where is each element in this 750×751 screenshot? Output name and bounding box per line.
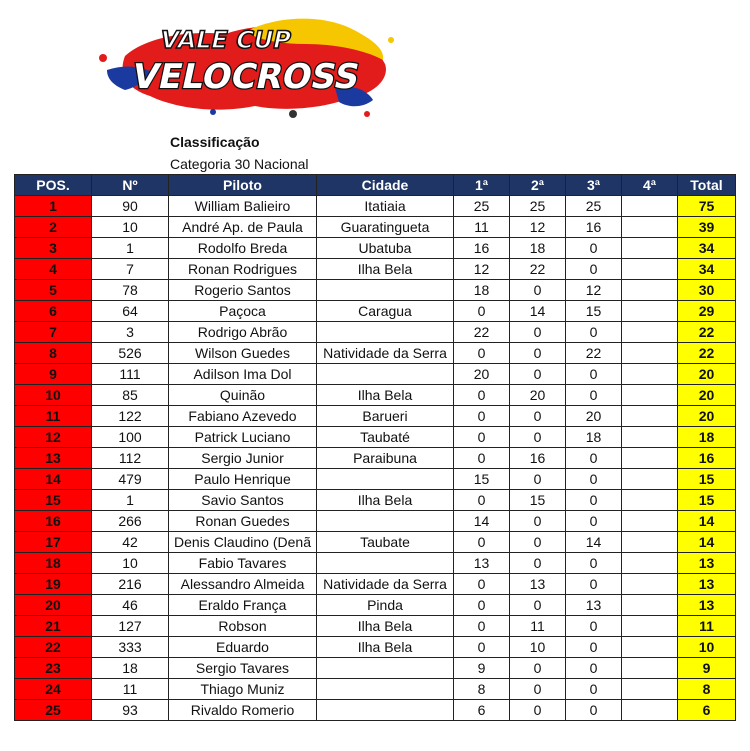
race-2-cell: 0	[510, 469, 566, 490]
pos-cell: 11	[15, 406, 92, 427]
pos-cell: 8	[15, 343, 92, 364]
piloto-cell: Robson	[169, 616, 317, 637]
race-3-cell: 0	[566, 616, 622, 637]
cidade-cell: Paraibuna	[317, 448, 454, 469]
number-cell: 479	[92, 469, 169, 490]
classification-table	[14, 174, 736, 721]
table-row	[15, 448, 736, 469]
table-row	[15, 595, 736, 616]
total-cell: 22	[678, 343, 736, 364]
number-cell: 18	[92, 658, 169, 679]
race-2-cell: 12	[510, 217, 566, 238]
race-2-cell: 14	[510, 301, 566, 322]
race-1-cell: 8	[454, 679, 510, 700]
race-2-cell: 0	[510, 343, 566, 364]
race-4-cell	[622, 469, 678, 490]
total-cell: 20	[678, 364, 736, 385]
pos-cell: 14	[15, 469, 92, 490]
race-2-cell: 0	[510, 406, 566, 427]
cidade-cell	[317, 322, 454, 343]
piloto-cell: Fabiano Azevedo	[169, 406, 317, 427]
pos-cell: 13	[15, 448, 92, 469]
header-pos: POS.	[15, 175, 92, 196]
total-cell: 13	[678, 574, 736, 595]
pos-cell: 18	[15, 553, 92, 574]
race-2-cell: 0	[510, 700, 566, 721]
total-cell: 13	[678, 553, 736, 574]
race-2-cell: 25	[510, 196, 566, 217]
race-4-cell	[622, 217, 678, 238]
race-2-cell: 13	[510, 574, 566, 595]
piloto-cell: Paulo Henrique	[169, 469, 317, 490]
race-1-cell: 16	[454, 238, 510, 259]
race-3-cell: 0	[566, 553, 622, 574]
race-3-cell: 0	[566, 322, 622, 343]
race-2-cell: 16	[510, 448, 566, 469]
total-cell: 15	[678, 469, 736, 490]
race-1-cell: 0	[454, 343, 510, 364]
number-cell: 85	[92, 385, 169, 406]
cidade-cell	[317, 511, 454, 532]
table-row	[15, 238, 736, 259]
race-4-cell	[622, 322, 678, 343]
race-3-cell: 20	[566, 406, 622, 427]
total-cell: 6	[678, 700, 736, 721]
race-3-cell: 0	[566, 574, 622, 595]
piloto-cell: Ronan Rodrigues	[169, 259, 317, 280]
number-cell: 10	[92, 217, 169, 238]
cidade-cell	[317, 553, 454, 574]
cidade-cell: Ilha Bela	[317, 385, 454, 406]
race-3-cell: 16	[566, 217, 622, 238]
number-cell: 93	[92, 700, 169, 721]
race-3-cell: 0	[566, 490, 622, 511]
pos-cell: 10	[15, 385, 92, 406]
table-row	[15, 196, 736, 217]
total-cell: 29	[678, 301, 736, 322]
cidade-cell: Ilha Bela	[317, 490, 454, 511]
total-cell: 9	[678, 658, 736, 679]
table-row	[15, 469, 736, 490]
piloto-cell: Rogerio Santos	[169, 280, 317, 301]
header-piloto: Piloto	[169, 175, 317, 196]
number-cell: 78	[92, 280, 169, 301]
race-1-cell: 11	[454, 217, 510, 238]
pos-cell: 21	[15, 616, 92, 637]
race-4-cell	[622, 301, 678, 322]
table-row	[15, 658, 736, 679]
table-row	[15, 532, 736, 553]
race-2-cell: 10	[510, 637, 566, 658]
piloto-cell: Rivaldo Romerio	[169, 700, 317, 721]
race-2-cell: 0	[510, 553, 566, 574]
total-cell: 14	[678, 532, 736, 553]
race-4-cell	[622, 196, 678, 217]
number-cell: 266	[92, 511, 169, 532]
cidade-cell: Itatiaia	[317, 196, 454, 217]
header-race-3: 3ª	[566, 175, 622, 196]
race-2-cell: 0	[510, 427, 566, 448]
number-cell: 122	[92, 406, 169, 427]
race-3-cell: 25	[566, 196, 622, 217]
pos-cell: 2	[15, 217, 92, 238]
race-4-cell	[622, 427, 678, 448]
piloto-cell: Wilson Guedes	[169, 343, 317, 364]
table-row	[15, 259, 736, 280]
total-cell: 30	[678, 280, 736, 301]
table-row	[15, 553, 736, 574]
header-race-2: 2ª	[510, 175, 566, 196]
header-race-1: 1ª	[454, 175, 510, 196]
piloto-cell: Denis Claudino (Denã	[169, 532, 317, 553]
race-2-cell: 11	[510, 616, 566, 637]
cidade-cell	[317, 658, 454, 679]
race-3-cell: 0	[566, 238, 622, 259]
race-1-cell: 14	[454, 511, 510, 532]
race-2-cell: 0	[510, 364, 566, 385]
cidade-cell: Pinda	[317, 595, 454, 616]
table-row	[15, 406, 736, 427]
logo-line1: VALE CUP	[157, 25, 294, 54]
total-cell: 10	[678, 637, 736, 658]
table-row	[15, 700, 736, 721]
race-4-cell	[622, 595, 678, 616]
piloto-cell: Rodolfo Breda	[169, 238, 317, 259]
race-1-cell: 0	[454, 532, 510, 553]
table-row	[15, 574, 736, 595]
piloto-cell: Sergio Junior	[169, 448, 317, 469]
race-3-cell: 14	[566, 532, 622, 553]
pos-cell: 12	[15, 427, 92, 448]
piloto-cell: Quinão	[169, 385, 317, 406]
race-4-cell	[622, 574, 678, 595]
number-cell: 7	[92, 259, 169, 280]
piloto-cell: Alessandro Almeida	[169, 574, 317, 595]
total-cell: 15	[678, 490, 736, 511]
cidade-cell	[317, 469, 454, 490]
number-cell: 111	[92, 364, 169, 385]
piloto-cell: Sergio Tavares	[169, 658, 317, 679]
race-4-cell	[622, 679, 678, 700]
cidade-cell	[317, 679, 454, 700]
table-row	[15, 301, 736, 322]
number-cell: 46	[92, 595, 169, 616]
cidade-cell: Barueri	[317, 406, 454, 427]
piloto-cell: Ronan Guedes	[169, 511, 317, 532]
table-row	[15, 490, 736, 511]
race-1-cell: 25	[454, 196, 510, 217]
race-3-cell: 12	[566, 280, 622, 301]
race-4-cell	[622, 259, 678, 280]
number-cell: 3	[92, 322, 169, 343]
race-3-cell: 0	[566, 658, 622, 679]
pos-cell: 15	[15, 490, 92, 511]
number-cell: 90	[92, 196, 169, 217]
race-1-cell: 0	[454, 385, 510, 406]
race-3-cell: 0	[566, 448, 622, 469]
pos-cell: 17	[15, 532, 92, 553]
race-1-cell: 0	[454, 301, 510, 322]
total-cell: 20	[678, 406, 736, 427]
race-4-cell	[622, 553, 678, 574]
number-cell: 100	[92, 427, 169, 448]
table-row	[15, 511, 736, 532]
piloto-cell: Eraldo França	[169, 595, 317, 616]
race-4-cell	[622, 700, 678, 721]
race-1-cell: 0	[454, 637, 510, 658]
race-2-cell: 0	[510, 532, 566, 553]
race-3-cell: 15	[566, 301, 622, 322]
race-4-cell	[622, 406, 678, 427]
pos-cell: 20	[15, 595, 92, 616]
piloto-cell: Patrick Luciano	[169, 427, 317, 448]
piloto-cell: Eduardo	[169, 637, 317, 658]
table-row	[15, 280, 736, 301]
race-1-cell: 0	[454, 595, 510, 616]
number-cell: 64	[92, 301, 169, 322]
race-4-cell	[622, 385, 678, 406]
piloto-cell: William Balieiro	[169, 196, 317, 217]
race-2-cell: 22	[510, 259, 566, 280]
total-cell: 34	[678, 259, 736, 280]
number-cell: 333	[92, 637, 169, 658]
race-3-cell: 0	[566, 637, 622, 658]
number-cell: 10	[92, 553, 169, 574]
number-cell: 1	[92, 238, 169, 259]
logo-line2: VELOCROSS	[128, 57, 364, 97]
number-cell: 11	[92, 679, 169, 700]
header-total: Total	[678, 175, 736, 196]
race-4-cell	[622, 511, 678, 532]
pos-cell: 4	[15, 259, 92, 280]
race-4-cell	[622, 280, 678, 301]
number-cell: 127	[92, 616, 169, 637]
total-cell: 20	[678, 385, 736, 406]
cidade-cell: Taubate	[317, 532, 454, 553]
race-2-cell: 15	[510, 490, 566, 511]
cidade-cell: Guaratingueta	[317, 217, 454, 238]
table-row	[15, 364, 736, 385]
race-4-cell	[622, 532, 678, 553]
race-1-cell: 0	[454, 616, 510, 637]
cidade-cell	[317, 280, 454, 301]
cidade-cell	[317, 700, 454, 721]
race-1-cell: 0	[454, 406, 510, 427]
total-cell: 34	[678, 238, 736, 259]
header-number: Nº	[92, 175, 169, 196]
table-header-row	[15, 175, 736, 196]
race-3-cell: 18	[566, 427, 622, 448]
header-race-4: 4ª	[622, 175, 678, 196]
race-1-cell: 15	[454, 469, 510, 490]
cidade-cell: Natividade da Serra	[317, 574, 454, 595]
total-cell: 8	[678, 679, 736, 700]
table-row	[15, 343, 736, 364]
pos-cell: 22	[15, 637, 92, 658]
piloto-cell: Savio Santos	[169, 490, 317, 511]
number-cell: 112	[92, 448, 169, 469]
pos-cell: 6	[15, 301, 92, 322]
pos-cell: 1	[15, 196, 92, 217]
race-1-cell: 20	[454, 364, 510, 385]
race-4-cell	[622, 238, 678, 259]
race-1-cell: 0	[454, 490, 510, 511]
race-3-cell: 0	[566, 364, 622, 385]
piloto-cell: Fabio Tavares	[169, 553, 317, 574]
race-3-cell: 0	[566, 469, 622, 490]
cidade-cell: Ubatuba	[317, 238, 454, 259]
cidade-cell	[317, 364, 454, 385]
piloto-cell: Thiago Muniz	[169, 679, 317, 700]
table-row	[15, 427, 736, 448]
total-cell: 16	[678, 448, 736, 469]
pos-cell: 7	[15, 322, 92, 343]
race-1-cell: 22	[454, 322, 510, 343]
table-row	[15, 616, 736, 637]
table-row	[15, 385, 736, 406]
total-cell: 13	[678, 595, 736, 616]
race-2-cell: 0	[510, 511, 566, 532]
race-2-cell: 0	[510, 595, 566, 616]
race-1-cell: 6	[454, 700, 510, 721]
race-3-cell: 0	[566, 511, 622, 532]
pos-cell: 19	[15, 574, 92, 595]
table-row	[15, 217, 736, 238]
race-4-cell	[622, 616, 678, 637]
pos-cell: 5	[15, 280, 92, 301]
pos-cell: 3	[15, 238, 92, 259]
category-subtitle: Categoria 30 Nacional	[170, 156, 309, 172]
table-row	[15, 322, 736, 343]
race-3-cell: 22	[566, 343, 622, 364]
piloto-cell: Paçoca	[169, 301, 317, 322]
total-cell: 22	[678, 322, 736, 343]
race-1-cell: 0	[454, 448, 510, 469]
race-2-cell: 0	[510, 679, 566, 700]
cidade-cell: Ilha Bela	[317, 637, 454, 658]
race-2-cell: 20	[510, 385, 566, 406]
race-1-cell: 9	[454, 658, 510, 679]
total-cell: 75	[678, 196, 736, 217]
race-3-cell: 0	[566, 259, 622, 280]
piloto-cell: André Ap. de Paula	[169, 217, 317, 238]
total-cell: 14	[678, 511, 736, 532]
race-3-cell: 13	[566, 595, 622, 616]
vale-cup-velocross-logo	[95, 10, 395, 122]
cidade-cell: Caragua	[317, 301, 454, 322]
cidade-cell: Ilha Bela	[317, 616, 454, 637]
cidade-cell: Ilha Bela	[317, 259, 454, 280]
race-1-cell: 12	[454, 259, 510, 280]
total-cell: 18	[678, 427, 736, 448]
cidade-cell: Natividade da Serra	[317, 343, 454, 364]
number-cell: 1	[92, 490, 169, 511]
race-3-cell: 0	[566, 700, 622, 721]
race-3-cell: 0	[566, 679, 622, 700]
race-4-cell	[622, 343, 678, 364]
race-1-cell: 0	[454, 427, 510, 448]
race-4-cell	[622, 658, 678, 679]
table-row	[15, 637, 736, 658]
number-cell: 526	[92, 343, 169, 364]
piloto-cell: Rodrigo Abrão	[169, 322, 317, 343]
race-3-cell: 0	[566, 385, 622, 406]
piloto-cell: Adilson Ima Dol	[169, 364, 317, 385]
race-2-cell: 0	[510, 322, 566, 343]
race-1-cell: 18	[454, 280, 510, 301]
classification-title: Classificação	[170, 134, 260, 150]
total-cell: 39	[678, 217, 736, 238]
number-cell: 216	[92, 574, 169, 595]
pos-cell: 16	[15, 511, 92, 532]
race-4-cell	[622, 490, 678, 511]
cidade-cell: Taubaté	[317, 427, 454, 448]
pos-cell: 9	[15, 364, 92, 385]
table-row	[15, 679, 736, 700]
race-4-cell	[622, 637, 678, 658]
pos-cell: 23	[15, 658, 92, 679]
header-cidade: Cidade	[317, 175, 454, 196]
race-1-cell: 0	[454, 574, 510, 595]
race-2-cell: 18	[510, 238, 566, 259]
race-2-cell: 0	[510, 658, 566, 679]
pos-cell: 24	[15, 679, 92, 700]
race-4-cell	[622, 364, 678, 385]
race-1-cell: 13	[454, 553, 510, 574]
total-cell: 11	[678, 616, 736, 637]
race-4-cell	[622, 448, 678, 469]
number-cell: 42	[92, 532, 169, 553]
race-2-cell: 0	[510, 280, 566, 301]
pos-cell: 25	[15, 700, 92, 721]
